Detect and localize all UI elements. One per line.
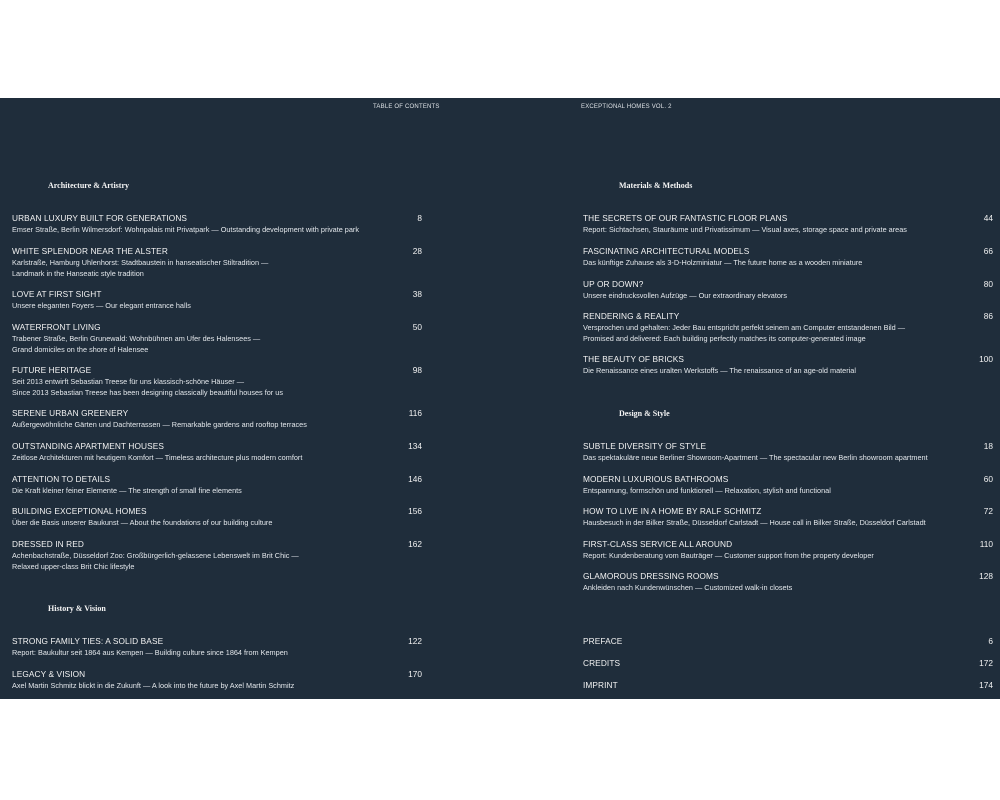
- toc-entry-page-number: 80: [983, 279, 993, 289]
- toc-entry-page-number: 156: [408, 506, 422, 516]
- toc-entry[interactable]: [12, 636, 442, 658]
- section-heading: Design & Style: [619, 409, 670, 418]
- toc-misc-entry[interactable]: [583, 636, 995, 647]
- toc-entry-page-number: 116: [408, 408, 422, 418]
- toc-entry-title: SERENE URBAN GREENERY: [12, 408, 129, 418]
- toc-entry-title: THE SECRETS OF OUR FANTASTIC FLOOR PLANS: [583, 213, 788, 223]
- left-running-head: TABLE OF CONTENTS: [373, 104, 440, 110]
- toc-entry-page-number: 98: [412, 365, 422, 375]
- toc-entry-title: GLAMOROUS DRESSING ROOMS: [583, 571, 719, 581]
- toc-entry[interactable]: [12, 246, 442, 279]
- right-page: [500, 98, 1000, 699]
- toc-entry-title: THE BEAUTY OF BRICKS: [583, 354, 684, 364]
- toc-entry-page-number: 172: [979, 658, 993, 668]
- toc-entry-description: Entspannung, formschön und funktionell — Relaxation, stylish and functional: [583, 486, 831, 495]
- toc-entry-page-number: 44: [983, 213, 993, 223]
- toc-entry-description: Axel Martin Schmitz blickt in die Zukunft — A look into the future by Axel Martin Schmitz: [12, 681, 295, 690]
- toc-entry-description: Promised and delivered: Each building perfectly matches its computer-generated image: [583, 334, 866, 343]
- left-page: [0, 98, 500, 699]
- toc-entry-description: Über die Basis unserer Baukunst — About the foundations of our building culture: [12, 518, 273, 527]
- toc-entry-description: Achenbachstraße, Düsseldorf Zoo: Großbürgerlich-gelassene Lebenswelt im Brit Chic —: [12, 551, 299, 560]
- toc-entry-page-number: 72: [983, 506, 993, 516]
- toc-entry-title: CREDITS: [583, 658, 621, 668]
- toc-entry-page-number: 28: [412, 246, 422, 256]
- toc-entry[interactable]: [12, 539, 442, 572]
- toc-entry[interactable]: [583, 279, 995, 301]
- toc-entry-description: Karlstraße, Hamburg Uhlenhorst: Stadtbaustein in hanseatischer Stiltradition —: [12, 258, 269, 267]
- toc-entry[interactable]: [583, 539, 995, 561]
- toc-entry[interactable]: [583, 354, 995, 376]
- toc-entry[interactable]: [583, 246, 995, 268]
- toc-entry[interactable]: [12, 441, 442, 463]
- toc-entry[interactable]: [583, 311, 995, 344]
- toc-entry[interactable]: [12, 365, 442, 398]
- toc-entry[interactable]: [583, 441, 995, 463]
- toc-entry-page-number: 50: [412, 322, 422, 332]
- toc-entry-title: LOVE AT FIRST SIGHT: [12, 289, 102, 299]
- toc-entry-description: Die Renaissance eines uralten Werkstoffs — The renaissance of an age-old material: [583, 366, 856, 375]
- toc-entry-description: Unsere eindrucksvollen Aufzüge — Our extraordinary elevators: [583, 291, 788, 300]
- toc-entry-page-number: 8: [417, 213, 422, 223]
- toc-entry-page-number: 110: [979, 539, 993, 549]
- toc-entry-page-number: 86: [983, 311, 993, 321]
- toc-entry[interactable]: [583, 571, 995, 593]
- toc-entry-page-number: 146: [408, 474, 422, 484]
- toc-entry-title: BUILDING EXCEPTIONAL HOMES: [12, 506, 147, 516]
- toc-entry-description: Report: Baukultur seit 1864 aus Kempen — Building culture since 1864 from Kempen: [12, 648, 288, 657]
- toc-entry-description: Hausbesuch in der Bilker Straße, Düsseldorf Carlstadt — House call in Bilker Straße, Düsseldorf Carlstadt: [583, 518, 926, 527]
- toc-entry[interactable]: [583, 474, 995, 496]
- left-column: [0, 98, 500, 699]
- toc-entry-title: UP OR DOWN?: [583, 279, 644, 289]
- toc-entry-page-number: 122: [408, 636, 422, 646]
- toc-entry-description: Seit 2013 entwirft Sebastian Treese für uns klassisch-schöne Häuser —: [12, 377, 244, 386]
- toc-entry-title: MODERN LUXURIOUS BATHROOMS: [583, 474, 729, 484]
- toc-entry-page-number: 6: [988, 636, 993, 646]
- toc-entry-page-number: 38: [412, 289, 422, 299]
- section-heading: Architecture & Artistry: [48, 181, 130, 190]
- right-running-head: EXCEPTIONAL HOMES VOL. 2: [581, 104, 672, 110]
- toc-entry-page-number: 60: [983, 474, 993, 484]
- toc-entry-description: Trabener Straße, Berlin Grunewald: Wohnbühnen am Ufer des Halensees —: [12, 334, 261, 343]
- toc-entry-description: Emser Straße, Berlin Wilmersdorf: Wohnpalais mit Privatpark — Outstanding development with private park: [12, 225, 360, 234]
- toc-entry-description: Unsere eleganten Foyers — Our elegant entrance halls: [12, 301, 191, 310]
- toc-entry-description: Zeitlose Architekturen mit heutigem Komfort — Timeless architecture plus modern comfort: [12, 453, 303, 462]
- toc-misc-entry[interactable]: [583, 658, 995, 669]
- toc-entry[interactable]: [583, 506, 995, 528]
- toc-entry-description: Landmark in the Hanseatic style tradition: [12, 269, 144, 278]
- toc-entry-page-number: 174: [979, 680, 993, 690]
- toc-entry-description: Relaxed upper-class Brit Chic lifestyle: [12, 562, 135, 571]
- toc-entry-title: PREFACE: [583, 636, 623, 646]
- toc-entry[interactable]: [12, 322, 442, 355]
- section-heading: History & Vision: [48, 604, 106, 613]
- toc-spread: [0, 98, 1000, 699]
- toc-entry-page-number: 162: [408, 539, 422, 549]
- toc-entry[interactable]: [12, 506, 442, 528]
- toc-entry[interactable]: [12, 289, 442, 311]
- right-column: [500, 98, 1000, 699]
- toc-entry-title: HOW TO LIVE IN A HOME BY RALF SCHMITZ: [583, 506, 762, 516]
- toc-entry-page-number: 170: [408, 669, 422, 679]
- toc-entry-title: URBAN LUXURY BUILT FOR GENERATIONS: [12, 213, 188, 223]
- toc-entry-description: Die Kraft kleiner feiner Elemente — The strength of small fine elements: [12, 486, 242, 495]
- toc-entry-description: Since 2013 Sebastian Treese has been designing classically beautiful houses for us: [12, 388, 283, 397]
- toc-entry-description: Report: Sichtachsen, Stauräume und Privatissimum — Visual axes, storage space and private areas: [583, 225, 907, 234]
- toc-entry-page-number: 134: [408, 441, 422, 451]
- toc-entry-description: Das künftige Zuhause als 3-D-Holzminiatur — The future home as a wooden miniature: [583, 258, 863, 267]
- toc-misc-entry[interactable]: [583, 680, 995, 691]
- toc-entry-description: Grand domiciles on the shore of Halensee: [12, 345, 149, 354]
- toc-entry[interactable]: [12, 213, 442, 235]
- toc-entry-title: LEGACY & VISION: [12, 669, 86, 679]
- toc-entry-title: FUTURE HERITAGE: [12, 365, 92, 375]
- toc-entry-title: FASCINATING ARCHITECTURAL MODELS: [583, 246, 750, 256]
- toc-entry[interactable]: [583, 213, 995, 235]
- toc-entry-title: STRONG FAMILY TIES: A SOLID BASE: [12, 636, 164, 646]
- toc-entry[interactable]: [12, 474, 442, 496]
- toc-entry[interactable]: [12, 408, 442, 430]
- toc-entry-page-number: 18: [983, 441, 993, 451]
- toc-entry-title: DRESSED IN RED: [12, 539, 84, 549]
- toc-entry[interactable]: [12, 669, 442, 691]
- toc-entry-description: Ankleiden nach Kundenwünschen — Customized walk-in closets: [583, 583, 793, 592]
- toc-entry-title: RENDERING & REALITY: [583, 311, 680, 321]
- toc-entry-page-number: 128: [979, 571, 993, 581]
- toc-entry-title: IMPRINT: [583, 680, 618, 690]
- toc-entry-title: ATTENTION TO DETAILS: [12, 474, 111, 484]
- toc-entry-title: WATERFRONT LIVING: [12, 322, 101, 332]
- toc-entry-title: SUBTLE DIVERSITY OF STYLE: [583, 441, 707, 451]
- toc-entry-description: Das spektakuläre neue Berliner Showroom-Apartment — The spectacular new Berlin showroom apartment: [583, 453, 928, 462]
- toc-entry-title: WHITE SPLENDOR NEAR THE ALSTER: [12, 246, 168, 256]
- toc-entry-description: Report: Kundenberatung vom Bauträger — Customer support from the property developer: [583, 551, 874, 560]
- toc-entry-page-number: 66: [983, 246, 993, 256]
- toc-entry-title: OUTSTANDING APARTMENT HOUSES: [12, 441, 165, 451]
- toc-entry-description: Versprochen und gehalten: Jeder Bau entspricht perfekt seinem am Computer entstandenen Bild —: [583, 323, 906, 332]
- toc-entry-title: FIRST-CLASS SERVICE ALL AROUND: [583, 539, 733, 549]
- toc-entry-page-number: 100: [979, 354, 993, 364]
- toc-entry-description: Außergewöhnliche Gärten und Dachterrassen — Remarkable gardens and rooftop terraces: [12, 420, 307, 429]
- section-heading: Materials & Methods: [619, 181, 693, 190]
